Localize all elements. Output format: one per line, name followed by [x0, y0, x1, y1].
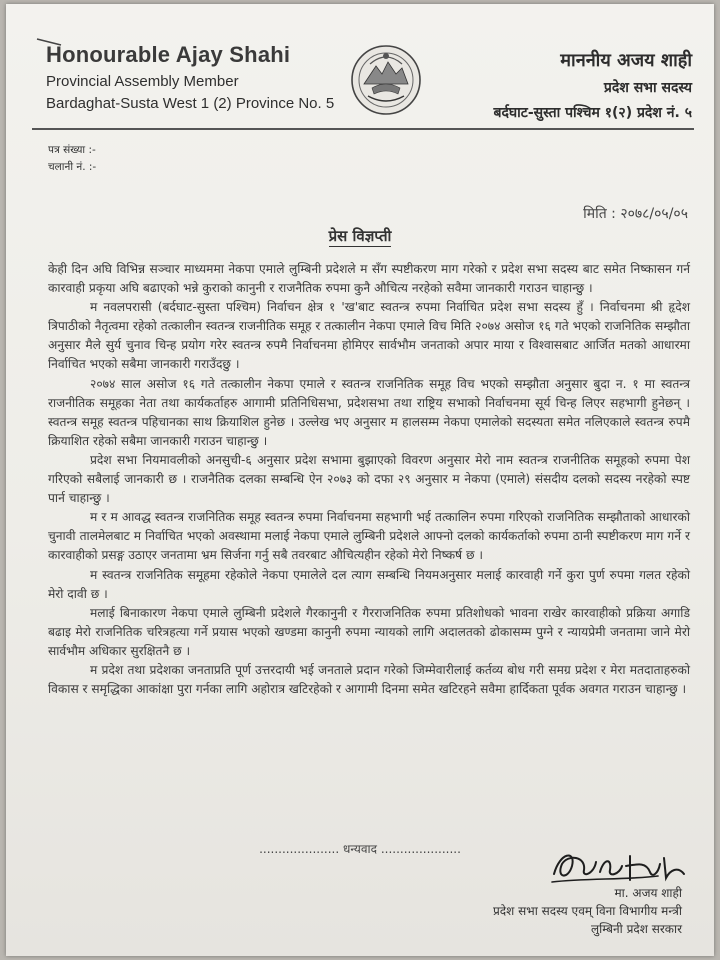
paragraph-3: २०७४ साल असोज १६ गते तत्कालीन नेकपा एमाले र स्वतन्त्र राजनितिक समूह विच भएको सम्झौता अनुसार बुदा न. १ मा स्वतन्त्र राजनीतिक समूहका नेता तथा कार्यकर्ताहरु आगामी प्रतिनिधिसभा, प्रदेशसभा तथा राष्ट्रिय सभाको निर्वाचनमा सूर्य चिन्ह लिएर सहभागी हुनेछन् । स्वतन्त्र समूह स्वतन्त्र पहिचानका साथ क्रियाशिल हुनेछ । उल्लेख भए अनुसार म हालसम्म नेकपा एमालेको सदस्यता समेत नलिएकाले स्वतन्त्र रुपमै क्रियाशित रहेको सबैमा जानकारी गराउन चाहान्छु ।	[48, 376, 690, 448]
paragraph-8: म प्रदेश तथा प्रदेशका जनताप्रति पूर्ण उत्तरदायी भई जनताले प्रदान गरेको जिम्मेवारीलाई कर्तव्य बोध गरी समग्र प्रदेश र मेरा मतदाताहरुको विकास र समृद्धिका आकांक्षा पुरा गर्नका लागि अहोरात्र खटिरहेको र आगामी दिनमा समेत खटिरहने सवैमा हार्दिकता पूर्वक अवगत गराउन चाहान्छु ।	[48, 662, 690, 697]
letterhead-nepali	[493, 48, 692, 122]
signer-block	[493, 884, 682, 938]
letterhead-name-ne: माननीय अजय शाही	[560, 50, 692, 71]
closing-thanks: ..................... धन्यवाद .....................	[259, 842, 461, 856]
letterhead-name-en: Honourable Ajay Shahi	[46, 42, 291, 67]
letterhead-constituency-ne: बर्दघाट-सुस्ता पश्चिम १(२) प्रदेश नं. ५	[493, 105, 692, 121]
handwritten-signature	[546, 844, 696, 888]
letter-body	[48, 260, 690, 699]
letterhead-constituency-en: Bardaghat-Susta West 1 (2) Province No. 5	[46, 95, 335, 112]
nepal-emblem-icon	[350, 44, 422, 116]
signer-name: मा. अजय शाही	[614, 886, 682, 900]
paragraph-5: म र म आवद्ध स्वतन्त्र राजनितिक समूह स्वतन्त्र रुपमा निर्वाचनमा सहभागी भई तत्कालिन रुपमा गरिएको राजनितिक सम्झौताको आधारको चुनावी तालमेलबाट म निर्वाचित भएको अवस्थामा मलाई नेकपा एमाले लुम्बिनी प्रदेशले आफ्नो दलको कार्यकर्ताको रुपमा ठानी स्पष्टीकरण माग गर्ने र कारवाहीको प्रसङ्ग उठाएर जनतामा भ्रम सिर्जना गर्नु सबै तवरबाट औचित्यहीन रहेको मेरो निष्कर्ष छ ।	[48, 510, 690, 563]
letterhead-role-en: Provincial Assembly Member	[46, 73, 239, 90]
letter-date: मिति : २०७८/०५/०५	[583, 206, 688, 222]
letter-number: पत्र संख्या :-	[48, 144, 96, 156]
signer-government: लुम्बिनी प्रदेश सरकार	[590, 922, 682, 936]
paragraph-6: म स्वतन्त्र राजनितिक समूहमा रहेकोले नेकपा एमालेले दल त्याग सम्बन्धि नियमअनुसार मलाई कारवाही गर्ने कुरा पुर्ण रुपमा गलत रहेको मेरो दावी छ ।	[48, 567, 690, 601]
press-release-title	[6, 226, 714, 246]
letterhead-role-ne: प्रदेश सभा सदस्य	[603, 80, 692, 96]
dispatch-number: चलानी नं. :-	[48, 161, 97, 173]
letterhead-divider	[32, 128, 694, 130]
letter-page	[6, 4, 714, 956]
paragraph-4: प्रदेश सभा नियमावलीको अनसुची-६ अनुसार प्रदेश सभामा बुझाएको विवरण अनुसार मेरो नाम स्वतन्त्र राजनीतिक समूहको रुपमा पेश गरिएको सबैलाई जानकारी छ । राजनैतिक दलका सम्बन्धि ऐन २०७३ को दफा २९ अनुसार म नेकपा (एमाले) संसदीय दलको सदस्य नरहेको स्पष्ट पार्न चाहान्छु ।	[48, 452, 690, 506]
paragraph-1: केही दिन अघि विभिन्न सञ्चार माध्यममा नेकपा एमाले लुम्बिनी प्रदेशले म सँग स्पष्टीकरण माग गरेको र प्रदेश सभा सदस्य बाट समेत निष्कासन गर्न कारवाही प्रकृया अघि बढाएको भन्ने कुराको कानुनी र राजनैतिक रुपमा कुनै औचित्य नरहेको सवैमा जानकारी गराउन चाहान्छु ।	[48, 262, 690, 296]
paragraph-2: म नवलपरासी (बर्दघाट-सुस्ता पश्चिम) निर्वाचन क्षेत्र १ 'ख'बाट स्वतन्त्र रुपमा निर्वाचित प्रदेश सभा सदस्य हुँ । निर्वाचनमा श्री हृदेश त्रिपाठीको नैतृत्वमा रहेको तत्कालीन स्वतन्त्र राजनीतिक समूह र तत्कालीन नेकपा एमाले विच मिति २०७४ असोज १६ गते भएको राजनितिक सम्झौता अनुसार मैले सुर्य चुनाव चिन्ह प्रयोग गरेर स्वतन्त्र रुपमै निर्वाचनमा होमिएर सार्वभौम जनताको अपार माया र विश्वासबाट आर्जित मतको आधारमा निर्वाचित भएको सबैमा जानकारी गराउँदछु ।	[48, 300, 690, 372]
reference-block	[48, 142, 96, 176]
signer-position: प्रदेश सभा सदस्य एवम् विना विभागीय मन्त्री	[492, 904, 682, 918]
title-text: प्रेस विज्ञप्ती	[328, 227, 392, 245]
letterhead-english	[46, 42, 334, 112]
paragraph-7: मलाई बिनाकारण नेकपा एमाले लुम्बिनी प्रदेशले गैरकानुनी र गैरराजनितिक रुपमा प्रतिशोधको भावना राखेर कारवाहीको प्रक्रिया अगाडि बढाइ मेरो राजनितिक चरित्रहत्या गर्ने प्रयास भएको खण्डमा कानुनी रुपमा न्यायको लागि अदालतको ढोकासम्म पुग्ने र न्यायप्रेमी जनतामा जाने मेरो सार्वभौम अधिकार सुरक्षितनै छ ।	[48, 605, 690, 658]
